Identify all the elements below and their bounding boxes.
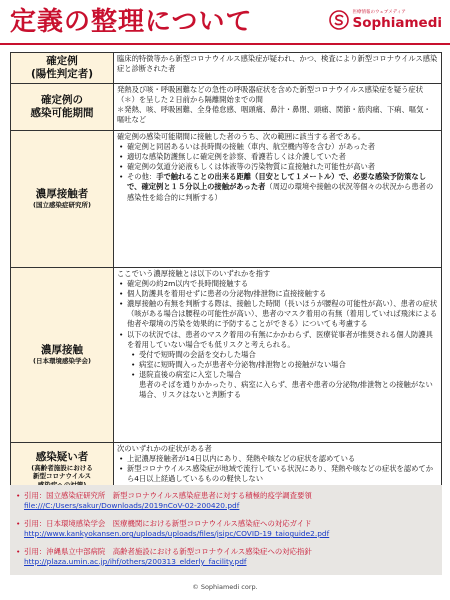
term-label: 濃厚接触者 [35,188,89,201]
list-item-prefix: その他： [127,172,157,182]
list-item: • 適切な感染防護無しに確定例を診察、看護若しくは介護していた者 [127,152,438,162]
definitions-table [10,52,442,498]
reference-label: 引用：日本環境感染学会 医療機関における新型コロナウイルス感染症への対応ガイド [24,519,312,528]
reference-bullet: • [16,519,21,528]
description-intro: 確定例の感染可能期間に接触した者のうち、次の範囲に該当する者である。 [117,132,366,141]
term-sublabel: (陽性判定者) [30,68,94,80]
logo-mark-icon [329,10,349,30]
list-item-suffix: （周辺の環境や接触の状況等個々の状況から患者の感染性を総合的に判断する） [127,182,434,202]
term-label: 確定例の [41,94,83,106]
list-item: • 受付で短時間の会話を交わした場合 [139,350,438,360]
reference-link[interactable]: http://plaza.umin.ac.jp/ihf/others/200313_elderly_facility.pdf [24,557,247,566]
table-row [11,131,442,268]
table-row [11,84,442,131]
table-row [11,53,442,84]
reference-item [16,491,436,511]
reference-label: 引用：沖縄県立中部病院 高齢者施設における新型コロナウイルス感染症への対応指針 [24,547,312,556]
symptom-note: ＊発熱、咳、呼吸困難、全身倦怠感、咽頭痛、鼻汁・鼻閉、頭痛、関節・筋肉痛、下痢、嘔気・嘔吐など [117,105,431,125]
description-cell [114,131,442,268]
list-item: • 確定例と同居あるいは長時間の接触（車内、航空機内等を含む）があった者 [127,142,438,152]
reference-item [16,547,436,567]
term-label: 確定例 [46,55,78,67]
list-item-emphasis: 手で触れることの出来る距離（目安として１メートル）で、必要な感染予防策なしで、確定例と１５分以上の接触があった者 [127,172,427,192]
list-item: • 確定例の気道分泌液もしくは体液等の汚染物質に直接触れた可能性が高い者 [127,162,438,172]
list-item: • 退院直後の病室に入室した場合 [139,370,438,380]
reference-label: 引用：国立感染症研究所 新型コロナウイルス感染症患者に対する積極的疫学調査要領 [24,491,312,500]
term-cell [11,268,114,443]
bullet-list [117,142,438,203]
copyright-footer: © Sophiamedi corp. [192,583,258,591]
page-title: 定義の整理について [10,7,253,37]
reference-link[interactable]: http://www.kankyokansen.org/uploads/uploads/files/jsipc/COVID-19_taioguide2.pdf [24,529,330,538]
term-cell [11,53,114,84]
table-row [11,268,442,443]
brand-logo[interactable] [329,10,442,30]
description-text: 発熱及び咳・呼吸困難などの急性の呼吸器症状を含めた新型コロナウイルス感染症を疑う症状（＊）を呈した２日前から隔離開始までの間 [117,85,424,105]
references-box [10,485,442,575]
reference-item [16,519,436,539]
list-item: • 病室に短時間入ったが患者や分泌物/排泄物との接触がない場合 [139,360,438,370]
logo-name: Sophiamedi [352,15,442,31]
description-intro: 次のいずれかの症状がある者 [117,444,212,453]
list-item [127,172,438,202]
list-item: • 濃厚接触の有無を判断する際は、接触した時間（長いほうが腰程の可能性が高い）、患者の症状（咳がある場合は腰程の可能性が高い）、患者のマスク着用の有無（着用していれば飛沫による他者や環境の汚染を効果的に予防することができる）についても考慮する [127,299,438,329]
list-item: • 新型コロナウイルス感染症が地域で流行している状況にあり、発熱や咳などの症状を認めてから4日以上経過しているものの軽快しない [127,464,438,484]
description-text: 臨床的特徴等から新型コロナウイルス感染症が疑われ、かつ、検査により新型コロナウイルス感染症と診断された者 [117,54,438,74]
description-cell [114,53,442,84]
list-item: • 上記濃厚接触者が14日以内にあり、発熱や咳などの症状を認めている [127,454,438,464]
reference-link[interactable]: file:///C:/Users/sakur/Downloads/2019nCoV-02-200420.pdf [24,501,240,510]
term-cell [11,84,114,131]
term-sublabel: (高齢者施設における [31,463,93,472]
term-sublabel: (国立感染症研究所) [33,201,91,210]
reference-bullet: • [16,547,21,556]
term-sublabel: 新型コロナウイルス [32,472,92,481]
list-item: • 以下の状況では、患者のマスク着用の有無にかかわらず、医療従事者が推奨される個人防護具を着用していない場合でも低リスクと考えられる。 [127,330,438,350]
list-item: • 個人防護具を着用せずに患者の分泌物/排泄物に直接接触する [127,289,438,299]
header [0,0,450,46]
description-intro: ここでいう濃厚接触とは以下のいずれかを指す [117,269,271,278]
header-rule [0,43,450,45]
bullet-list [117,454,438,484]
list-item: • 確定例の約2m以内で長時間接触する [127,279,438,289]
term-cell [11,131,114,268]
description-cell [114,268,442,443]
sub-bullet-continuation: 患者のそばを通りかかったり、病室に入らず、患者や患者の分泌物/排泄物との接触がない場合、リスクはないと判断する [139,380,433,400]
reference-bullet: • [16,491,21,500]
logo-tagline: 医療情報のウェブメディア [352,10,406,15]
sub-bullet-list [117,350,438,380]
description-cell [114,84,442,131]
term-sublabel: (日本環境感染学会) [33,357,91,366]
term-label: 感染疑い者 [35,450,89,463]
term-label-2: 感染可能期間 [30,107,94,119]
term-label: 濃厚接触 [41,344,83,357]
bullet-list [117,279,438,350]
